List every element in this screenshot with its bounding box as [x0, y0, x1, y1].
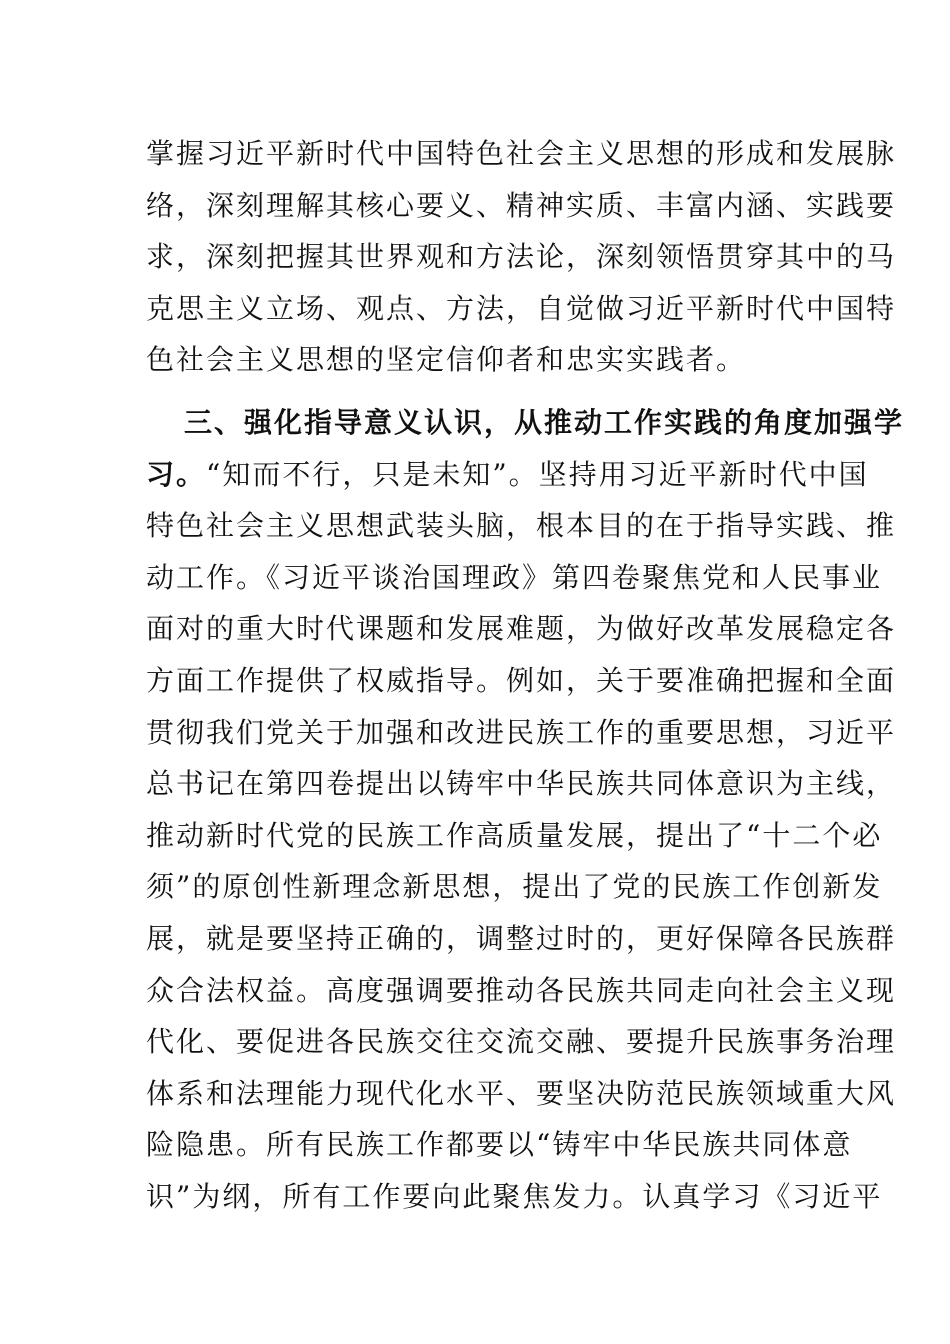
paragraph-spacing: [146, 386, 808, 397]
heading-line-rest: “知而不行，只是未知”。坚持用习近平新时代中国: [206, 457, 869, 491]
paragraph-line: 代化、要促进各民族交往交流交融、要提升民族事务治理: [146, 1025, 897, 1059]
paragraph-line: 推动新时代党的民族工作高质量发展，提出了“十二个必: [146, 818, 883, 852]
paragraph-line: 总书记在第四卷提出以铸牢中华民族共同体意识为主线，: [146, 767, 897, 801]
paragraph-line: 展，就是要坚持正确的，调整过时的，更好保障各民族群: [146, 921, 897, 955]
paragraph-2: [146, 397, 905, 1223]
paragraph-line: 贯彻我们党关于加强和改进民族工作的重要思想，习近平: [146, 715, 897, 749]
heading-continuation-line: [146, 449, 869, 501]
section-heading: 三、强化指导意义认识，从推动工作实践的角度加强学: [184, 405, 905, 439]
paragraph-line: 络，深刻理解其核心要义、精神实质、丰富内涵、实践要: [146, 188, 897, 222]
paragraph-line: 险隐患。所有民族工作都要以“铸牢中华民族共同体意: [146, 1128, 853, 1162]
paragraph-line: 求，深刻把握其世界观和方法论，深刻领悟贯穿其中的马: [146, 240, 897, 274]
paragraph-line: 识”为纲，所有工作要向此聚焦发力。认真学习《习近平: [146, 1179, 883, 1213]
paragraph-line: 须”的原创性新理念新思想，提出了党的民族工作创新发: [146, 870, 883, 904]
paragraph-line: 方面工作提供了权威指导。例如，关于要准确把握和全面: [146, 663, 897, 697]
paragraph-line: 众合法权益。高度强调要推动各民族共同走向社会主义现: [146, 973, 897, 1007]
paragraph-line: 体系和法理能力现代化水平、要坚决防范民族领域重大风: [146, 1076, 897, 1110]
paragraph-line: 色社会主义思想的坚定信仰者和忠实实践者。: [146, 343, 747, 377]
paragraph-1: [146, 128, 897, 386]
section-heading-end: 习。: [146, 457, 207, 491]
paragraph-line: 掌握习近平新时代中国特色社会主义思想的形成和发展脉: [146, 137, 897, 170]
paragraph-line: 动工作。《习近平谈治国理政》第四卷聚焦党和人民事业: [146, 560, 883, 594]
paragraph-line: 克思主义立场、观点、方法，自觉做习近平新时代中国特: [146, 291, 897, 325]
paragraph-line: 面对的重大时代课题和发展难题，为做好改革发展稳定各: [146, 612, 897, 646]
paragraph-line: 特色社会主义思想武装头脑，根本目的在于指导实践、推: [146, 509, 897, 543]
document-body: [146, 128, 905, 1222]
